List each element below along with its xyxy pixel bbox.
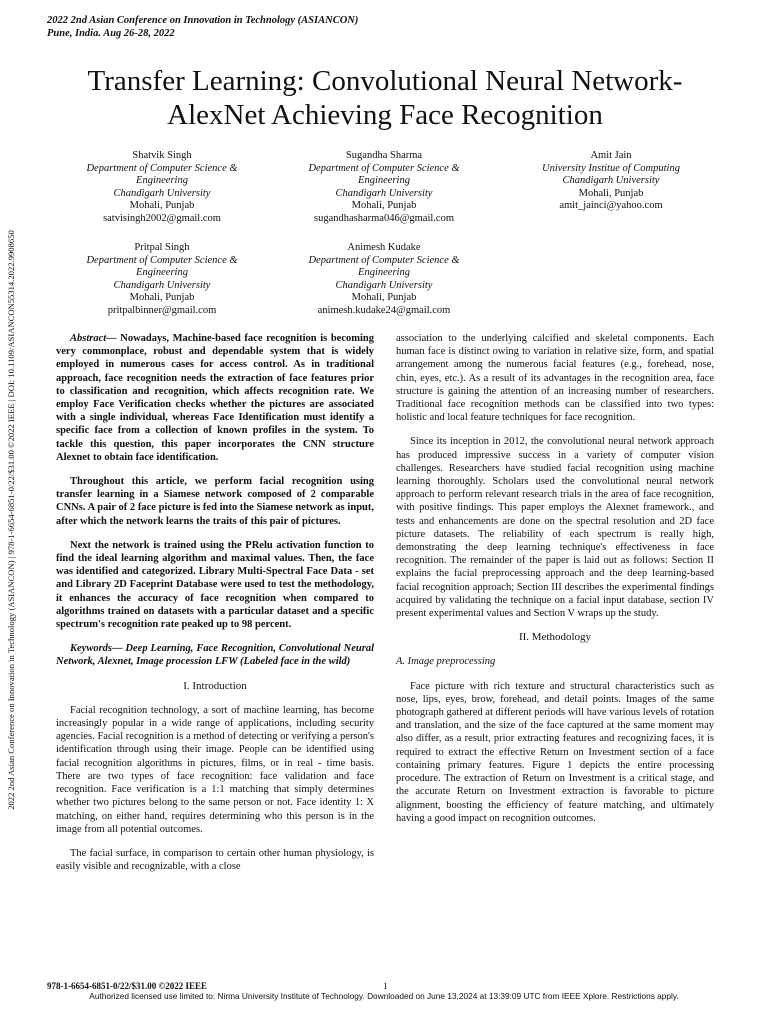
- author-city: Mohali, Punjab: [351, 292, 417, 303]
- author-email: animesh.kudake24@gmail.com: [317, 304, 451, 316]
- author-email: amit_jainci@yahoo.com: [559, 200, 663, 211]
- author-department-2: Engineering: [136, 175, 188, 186]
- author-city: Mohali, Punjab: [129, 292, 195, 303]
- author-department-2: Engineering: [358, 175, 410, 186]
- title-line-1: Transfer Learning: Convolutional Neural Network-: [87, 65, 683, 97]
- body-paragraph-continued: association to the underlying calcified and skeletal components. Each human face is distinct owing to variation in relative size, form, and spatial arrangement among the numerous facial features (e.g., forehead, nose, chin, eyes, etc.). As a result of its advantages in the recognition area, face structure is gaining the attention of an increasing number of researchers. Traditional face recognition methods can be classified into two types: holistic and local feature techniques for face recognition.: [396, 333, 714, 424]
- author-city: Mohali, Punjab: [578, 187, 644, 199]
- title-line-2: AlexNet Achieving Face Recognition: [167, 99, 603, 131]
- author-name: Sugandha Sharma: [345, 150, 423, 161]
- introduction-paragraph-2: The facial surface, in comparison to certain other human physiology, is easily visible and recognizable, with a close: [56, 847, 374, 873]
- abstract-paragraph-2: Throughout this article, we perform facial recognition using transfer learning in a Siamese network composed of 2 comparable CNNs. A pair of 2 face picture is fed into the Siamese network as input, after which the network learns the traits of this pair of pictures.: [56, 476, 374, 527]
- conference-location: Pune, India. Aug 26-28, 2022: [47, 28, 175, 39]
- author-department: Department of Computer Science &: [86, 254, 238, 266]
- author-department: Department of Computer Science &: [86, 162, 238, 174]
- author-email: sugandhasharma046@gmail.com: [313, 212, 454, 224]
- author-block: [62, 242, 262, 317]
- doi-sidebar-text: 2022 2nd Asian Conference on Innovation in Technology (ASIANCON) | 978-1-6654-6851-0/22/$31.00 ©2022 IEEE | DOI: 10.1109/ASIANCON55314.2022.9908650: [6, 230, 16, 810]
- license-notice: Authorized licensed use limited to: Nirma University Institute of Technology. Downloaded on June 13,2024 at 13:39:09 UTC from IEEE Xplore. Restrictions apply.: [89, 991, 679, 1001]
- right-column: [396, 332, 714, 836]
- page-number: 1: [383, 981, 388, 991]
- body-paragraph-3: Face picture with rich texture and structural characteristics such as nose, lips, eyes, brow, forehead, and detail points. Images of the same photograph gathered at different periods will have various levels of rotation and translation, and the size of the face captured at the same moment may also differ, as a result, prior extracting features and recognizing faces, it is required to extract the effective Return on Investment section of a face containing primary features. Figure 1 depicts the entire processing procedure. The extraction of Return on Investment is a critical stage, and the accurate Return on Investment extraction is favorable to picture alignment, boosting the efficiency of feature matching, and ultimately having a good impact on recognition outcomes.: [396, 680, 714, 824]
- author-name: Amit Jain: [590, 150, 632, 161]
- author-department: University Institue of Computing: [542, 162, 680, 174]
- author-organization: Chandigarh University: [113, 187, 211, 199]
- introduction-heading: I. Introduction: [183, 679, 247, 692]
- author-department: Department of Computer Science &: [308, 162, 460, 174]
- abstract-label: Abstract—: [70, 333, 117, 344]
- keywords-label: Keywords—: [70, 643, 123, 655]
- author-name: Shatvik Singh: [132, 150, 192, 161]
- abstract-text: Nowadays, Machine-based face recognition is becoming very commonplace, robust and dependable system that is widely employed in numerous cases for access control. As in traditional approach, face recognition needs the extraction of face features prior to classification and recognition, which affects recognition rate. We employ Face Verification checks whether the pictures are associated with a single individual, whereas Face Identification must identify a specific face from a collection of known profiles in the system. To tackle this question, this paper incorporates the CNN structure Alexnet to obtain face identification.: [56, 333, 374, 463]
- author-email: pritpalbinner@gmail.com: [107, 304, 217, 316]
- abstract-paragraph-3: Next the network is trained using the PRelu activation function to find the ideal learning algorithm and maximal values. Then, the face was identified and categorized. Library Multi-Spectral Face Data - set and Library 2D Faceprint Database were used to test the methodology, it enhances the accuracy of face recognition when compared to algorithms trained on datasets with a particular dataset and a specific spectrum's recognition rate peaked up to 98 percent.: [56, 539, 374, 631]
- keywords-paragraph: [56, 642, 374, 668]
- author-department-2: Engineering: [358, 267, 410, 278]
- author-name: Animesh Kudake: [347, 242, 421, 253]
- author-block: [62, 150, 262, 225]
- left-column: [56, 332, 374, 884]
- conference-name: 2022 2nd Asian Conference on Innovation in Technology (ASIANCON): [47, 15, 359, 26]
- introduction-paragraph-1: Facial recognition technology, a sort of machine learning, has become increasingly popular in a wide range of applications, including security agencies. Facial recognition is a method of detecting or verifying a person's identification through using their image. People can be identified using facial recognition algorithms in pictures, films, or in real - time basis. There are two types of face recognition: face validation and face recognition. Face verification is a 1:1 matching that simply determines whether two pictures belong to the same person or not. Face identity 1: X matching, on either hand, requires determining who this person is in the image from all potential outcomes.: [56, 704, 374, 835]
- author-city: Mohali, Punjab: [351, 200, 417, 211]
- paper-title: [40, 64, 730, 132]
- conference-header: [47, 14, 358, 40]
- author-city: Mohali, Punjab: [129, 200, 195, 211]
- author-organization: Chandigarh University: [335, 187, 433, 199]
- author-department: Department of Computer Science &: [308, 254, 460, 266]
- keywords-text: Deep Learning, Face Recognition, Convolutional Neural Network, Alexnet, Image procession LFW (Labeled face in the wild): [56, 643, 374, 668]
- author-email: satvisingh2002@gmail.com: [103, 212, 221, 224]
- author-organization: Chandigarh University: [562, 175, 660, 186]
- body-paragraph-2: Since its inception in 2012, the convolutional neural network approach has produced impressive success in a variety of computer vision challenges. Researchers have studied facial recognition using machine learning thoroughly. Scholars used the convolutional neural network approach to perform relevant research trials in the area of face recognition, with positive findings. This paper employs the Alexnet framework., and tests and enhancements are done on the spectral resolution and 2D face picture datasets. The reliability of each spectrum is really high, demonstrating the deep learning technique's effectiveness in face recognition. The remainder of the paper is laid out as follows: Section II explains the facial preprocessing approach and the deep learning-based facial recognition approach; Section III describes the experimental findings acquired by validating the technique on a facial input database, section IV present experimental values and Section V wraps up the study.: [396, 436, 714, 620]
- author-name: Pritpal Singh: [134, 242, 190, 253]
- author-block: [284, 242, 484, 317]
- author-organization: Chandigarh University: [335, 279, 433, 291]
- image-preprocessing-heading: A. Image preprocessing: [396, 656, 496, 668]
- author-department-2: Engineering: [136, 267, 188, 278]
- footer-isbn: 978-1-6654-6851-0/22/$31.00 ©2022 IEEE: [47, 981, 207, 991]
- author-block: [511, 150, 711, 213]
- abstract-paragraph: [56, 332, 374, 464]
- methodology-heading: II. Methodology: [518, 631, 592, 644]
- author-block: [284, 150, 484, 225]
- author-organization: Chandigarh University: [113, 279, 211, 291]
